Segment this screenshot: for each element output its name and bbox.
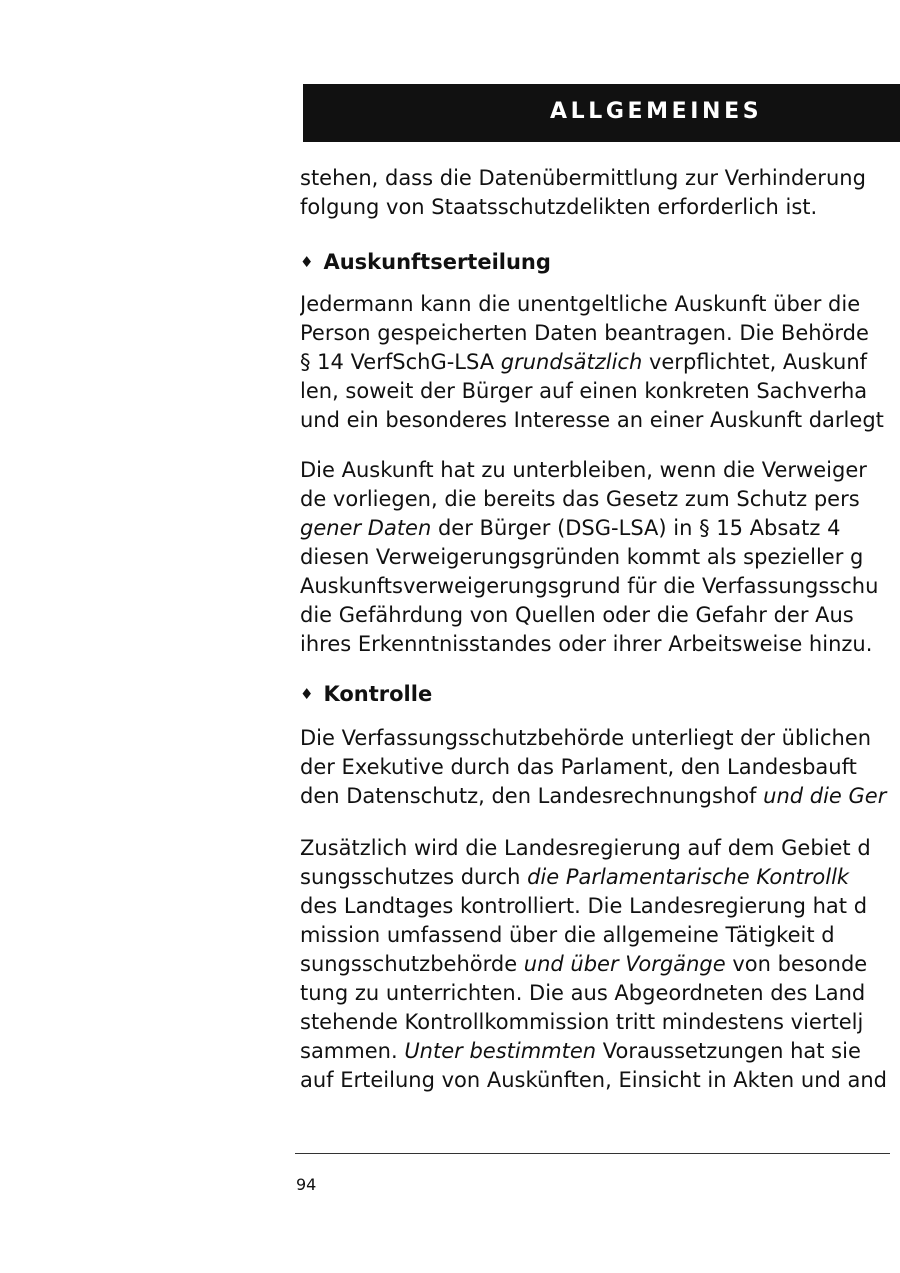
text-run: sammen. bbox=[300, 1039, 405, 1063]
section-heading-kontrolle bbox=[300, 679, 432, 709]
italic-text-run: und über Vorgänge bbox=[523, 952, 726, 976]
body-line: mission umfassend über die allgemeine Tätigkeit d bbox=[300, 923, 835, 947]
body-line: auf Erteilung von Auskünften, Einsicht in Akten und and bbox=[300, 1068, 888, 1092]
italic-text-run: gener Daten bbox=[300, 516, 432, 540]
section-heading-auskunftserteilung bbox=[300, 247, 551, 277]
section-header-title: ALLGEMEINES bbox=[550, 99, 763, 124]
text-run: sungsschutzes durch bbox=[300, 865, 528, 889]
body-line: Person gespeicherten Daten beantragen. Die Behörde bbox=[300, 321, 869, 345]
diamond-bullet-icon: ♦ bbox=[300, 253, 314, 271]
text-run: verpflichtet, Auskunf bbox=[642, 350, 868, 374]
body-line bbox=[300, 513, 840, 543]
body-line: diesen Verweigerungsgründen kommt als spezieller g bbox=[300, 545, 864, 569]
body-line: ihres Erkenntnisstandes oder ihrer Arbeitsweise hinzu. bbox=[300, 632, 873, 656]
footer-divider bbox=[295, 1153, 890, 1154]
body-line: des Landtages kontrolliert. Die Landesregierung hat d bbox=[300, 894, 868, 918]
body-line: die Gefährdung von Quellen oder die Gefahr der Aus bbox=[300, 603, 854, 627]
body-line: Zusätzlich wird die Landesregierung auf dem Gebiet d bbox=[300, 836, 871, 860]
italic-text-run: und die Ger bbox=[763, 784, 887, 808]
body-line: Die Verfassungsschutzbehörde unterliegt der üblichen bbox=[300, 726, 872, 750]
body-line bbox=[300, 1036, 861, 1066]
body-line: Die Auskunft hat zu unterbleiben, wenn die Verweiger bbox=[300, 458, 867, 482]
body-line: tung zu unterrichten. Die aus Abgeordneten des Land bbox=[300, 981, 866, 1005]
text-run: den Datenschutz, den Landesrechnungshof bbox=[300, 784, 764, 808]
heading-text: Auskunftserteilung bbox=[323, 250, 551, 274]
text-run: der Bürger (DSG-LSA) in § 15 Absatz 4 bbox=[431, 516, 841, 540]
body-line bbox=[300, 347, 867, 377]
body-line: der Exekutive durch das Parlament, den Landesbauft bbox=[300, 755, 857, 779]
text-run: § 14 VerfSchG-LSA bbox=[300, 350, 501, 374]
body-line: len, soweit der Bürger auf einen konkreten Sachverha bbox=[300, 379, 868, 403]
body-line: folgung von Staatsschutzdelikten erforderlich ist. bbox=[300, 195, 818, 219]
italic-text-run: Unter bestimmten bbox=[404, 1039, 597, 1063]
italic-text-run: grundsätzlich bbox=[500, 350, 643, 374]
text-run: sungsschutzbehörde bbox=[300, 952, 524, 976]
diamond-bullet-icon: ♦ bbox=[300, 685, 314, 703]
italic-text-run: die Parlamentarische Kontrollk bbox=[527, 865, 850, 889]
heading-text: Kontrolle bbox=[323, 682, 433, 706]
text-run: von besonde bbox=[725, 952, 868, 976]
body-line: und ein besonderes Interesse an einer Auskunft darlegt bbox=[300, 408, 884, 432]
body-line bbox=[300, 862, 849, 892]
text-run: Voraussetzungen hat sie bbox=[596, 1039, 861, 1063]
page-number: 94 bbox=[296, 1175, 317, 1194]
body-line: stehende Kontrollkommission tritt mindestens viertelj bbox=[300, 1010, 864, 1034]
body-line: Jedermann kann die unentgeltliche Auskunft über die bbox=[300, 292, 861, 316]
body-line: Auskunftsverweigerungsgrund für die Verfassungsschu bbox=[300, 574, 879, 598]
page-body bbox=[300, 0, 900, 1150]
body-line: stehen, dass die Datenübermittlung zur Verhinderung bbox=[300, 166, 866, 190]
body-line: de vorliegen, die bereits das Gesetz zum Schutz pers bbox=[300, 487, 860, 511]
body-line bbox=[300, 949, 867, 979]
body-line bbox=[300, 781, 886, 811]
